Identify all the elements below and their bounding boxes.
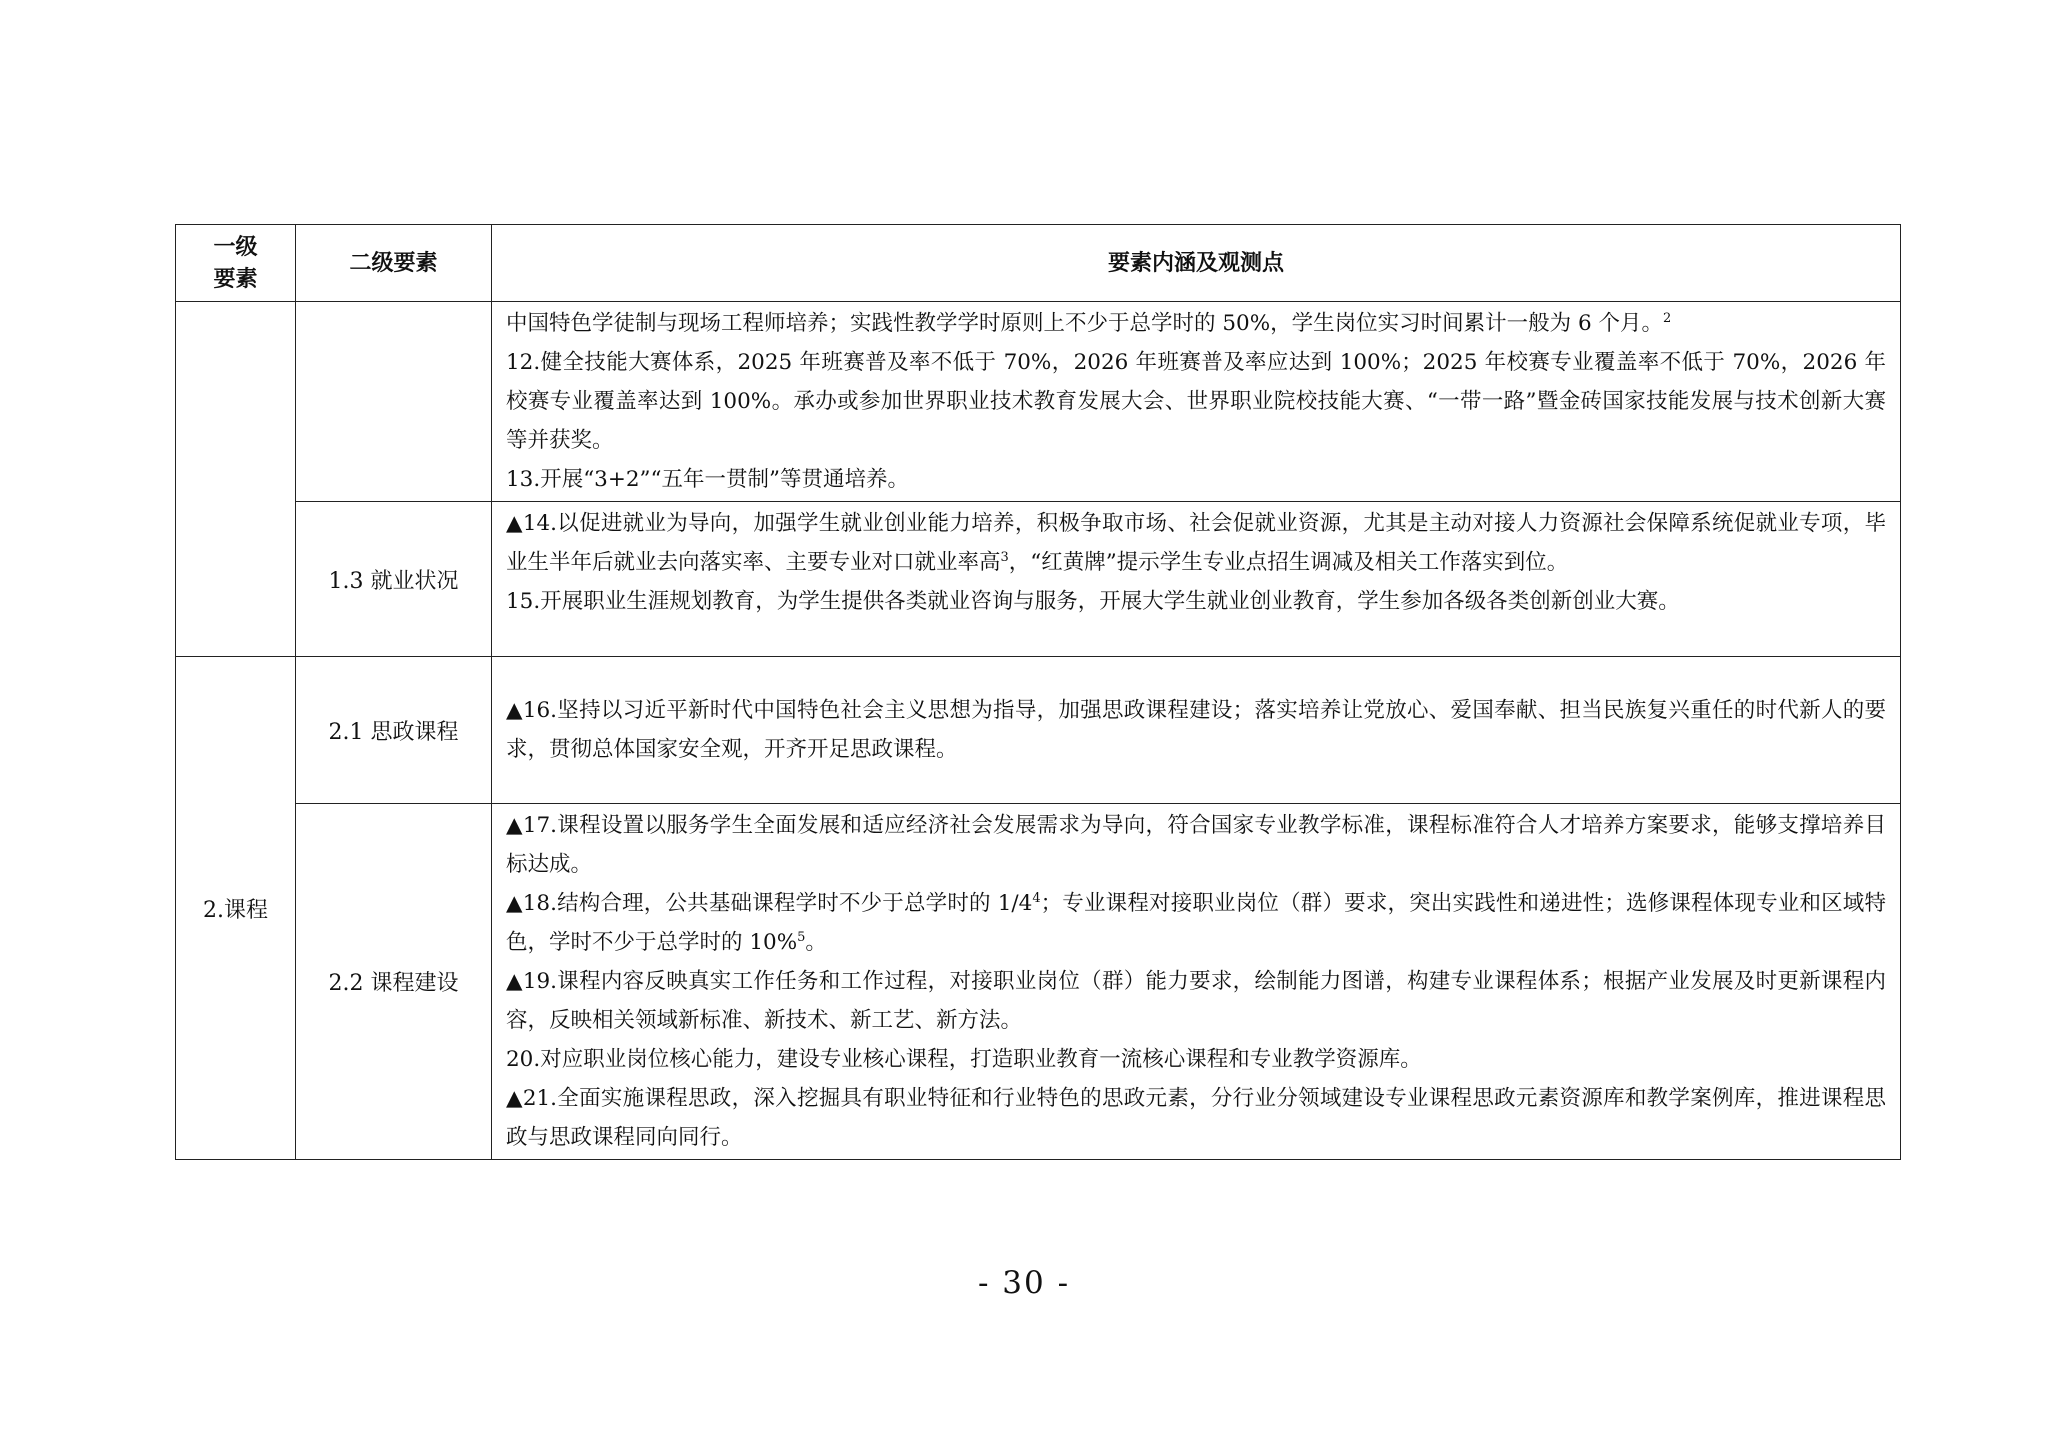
level2-cell: 1.3 就业状况 <box>296 502 492 657</box>
table-row <box>176 804 1901 1160</box>
content-line: 中国特色学徒制与现场工程师培养；实践性教学学时原则上不少于总学时的 50%，学生岗位实习时间累计一般为 6 个月。$^2$ <box>506 310 1672 336</box>
content-line: 20.对应职业岗位核心能力，建设专业核心课程，打造职业教育一流核心课程和专业教学资源库。 <box>506 1047 1422 1072</box>
header-content: 要素内涵及观测点 <box>492 225 1901 302</box>
footnote-mark: 2 <box>1662 310 1672 326</box>
content-cell <box>492 804 1901 1160</box>
footnote-mark: 4 <box>1032 890 1041 906</box>
content-line: ▲19.课程内容反映真实工作任务和工作过程，对接职业岗位（群）能力要求，绘制能力图谱，构建专业课程体系；根据产业发展及时更新课程内容，反映相关领域新标准、新技术、新工艺、新方法。 <box>506 969 1886 1033</box>
table-row <box>176 302 1901 502</box>
content-line: ▲14.以促进就业为导向，加强学生就业创业能力培养，积极争取市场、社会促就业资源，尤其是主动对接人力资源社会保障系统促就业专项，毕业生半年后就业去向落实率、主要专业对口就业率高$^3$，“红黄牌”提示学生专业点招生调减及相关工作落实到位。 <box>506 511 1886 575</box>
footnote-mark: 5 <box>797 929 806 945</box>
content-line: 12.健全技能大赛体系，2025 年班赛普及率不低于 70%，2026 年班赛普及率应达到 100%；2025 年校赛专业覆盖率不低于 70%，2026 年校赛专业覆盖率达到 100%。承办或参加世界职业技术教育发展大会、世界职业院校技能大赛、“一带一路”暨金砖国家技能发展与技术创新大赛等并获奖。 <box>506 350 1886 453</box>
table-header-row <box>176 225 1901 302</box>
content-line: ▲16.坚持以习近平新时代中国特色社会主义思想为指导，加强思政课程建设；落实培养让党放心、爱国奉献、担当民族复兴重任的时代新人的要求，贯彻总体国家安全观，开齐开足思政课程。 <box>506 698 1886 762</box>
content-line: 13.开展“3+2”“五年一贯制”等贯通培养。 <box>506 467 910 492</box>
content-cell <box>492 502 1901 657</box>
header-level1 <box>176 225 296 302</box>
criteria-table <box>175 224 1901 1160</box>
header-level2: 二级要素 <box>296 225 492 302</box>
content-line: 15.开展职业生涯规划教育，为学生提供各类就业咨询与服务，开展大学生就业创业教育，学生参加各级各类创新创业大赛。 <box>506 589 1680 614</box>
page-number: - 30 - <box>977 1265 1071 1301</box>
header-level1-text: 一级 要素 <box>213 234 258 292</box>
level1-cell <box>176 302 296 657</box>
level2-cell <box>296 302 492 502</box>
level2-cell: 2.2 课程建设 <box>296 804 492 1160</box>
table-row <box>176 502 1901 657</box>
level2-cell: 2.1 思政课程 <box>296 657 492 804</box>
level1-cell: 2.课程 <box>176 657 296 1160</box>
content-line: ▲18.结构合理，公共基础课程学时不少于总学时的 $1/4^4$；专业课程对接职业岗位（群）要求，突出实践性和递进性；选修课程体现专业和区域特色，学时不少于总学时的 10%$^5$。 <box>506 890 1886 955</box>
footnote-mark: 3 <box>1000 549 1009 565</box>
content-line: ▲17.课程设置以服务学生全面发展和适应经济社会发展需求为导向，符合国家专业教学标准，课程标准符合人才培养方案要求，能够支撑培养目标达成。 <box>506 813 1886 877</box>
content-cell <box>492 657 1901 804</box>
content-line: ▲21.全面实施课程思政，深入挖掘具有职业特征和行业特色的思政元素，分行业分领域建设专业课程思政元素资源库和教学案例库，推进课程思政与思政课程同向同行。 <box>506 1086 1886 1150</box>
content-cell <box>492 302 1901 502</box>
table-row <box>176 657 1901 804</box>
